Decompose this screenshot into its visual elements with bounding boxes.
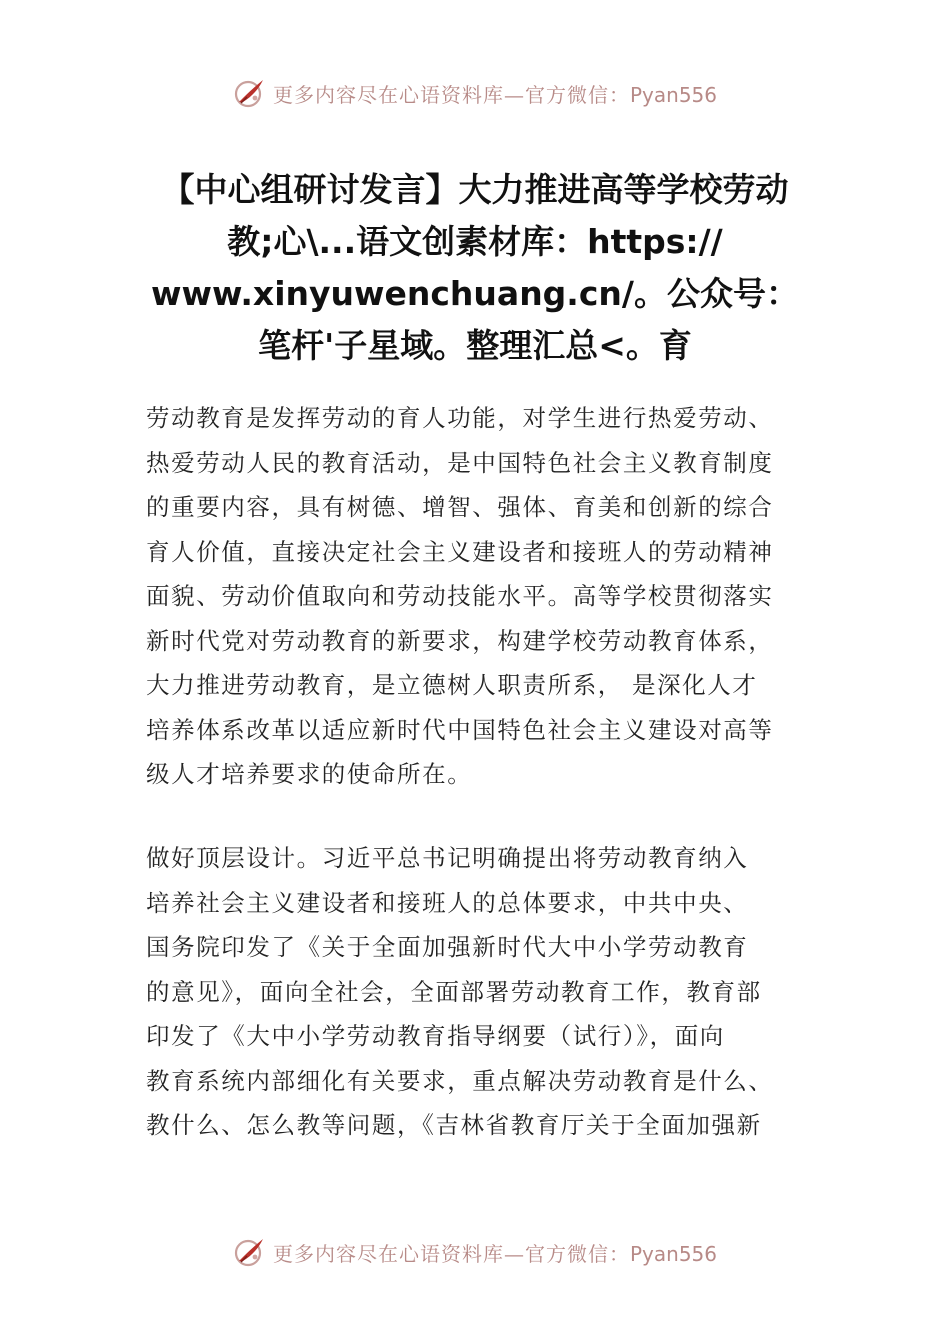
title-line: 笔杆'子星域。整理汇总<。育 [258, 326, 692, 365]
paragraph-line: 新时代党对劳动教育的新要求，构建学校劳动教育体系， [146, 626, 774, 655]
title-line: 教;心\...语文创素材库：https:// [227, 222, 723, 261]
title-line: 【中心组研讨发言】大力推进高等学校劳动 [161, 170, 789, 209]
footer-banner [0, 1232, 950, 1272]
paragraph-line: 的意见》，面向全社会，全面部署劳动教育工作，教育部 [146, 977, 762, 1006]
paragraph-line: 培养体系改革以适应新时代中国特色社会主义建设对高等 [146, 715, 774, 744]
document-title [110, 164, 840, 372]
paragraph-line: 热爱劳动人民的教育活动，是中国特色社会主义教育制度 [146, 448, 774, 477]
paragraph-line: 教育系统内部细化有关要求，重点解决劳动教育是什么、 [146, 1066, 774, 1095]
paragraph-line: 教什么、怎么教等问题，《吉林省教育厅关于全面加强新 [146, 1111, 762, 1139]
paragraph-line: 做好顶层设计。习近平总书记明确提出将劳动教育纳入 [146, 844, 749, 872]
header-banner-label: 更多内容尽在心语资料库—官方微信： [272, 82, 630, 107]
header-wechat-id: Pyan556 [629, 82, 717, 107]
paragraph-line: 育人价值，直接决定社会主义建设者和接班人的劳动精神 [146, 537, 774, 566]
footer-banner-text [273, 1238, 717, 1267]
header-banner-text [273, 79, 717, 108]
paragraph-line: 级人才培养要求的使命所在。 [146, 760, 473, 788]
paragraph-line: 面貌、劳动价值取向和劳动技能水平。高等学校贯彻落实 [146, 582, 774, 610]
paragraph-line: 国务院印发了《关于全面加强新时代大中小学劳动教育 [146, 933, 749, 961]
footer-wechat-id: Pyan556 [629, 1241, 717, 1266]
quill-logo-icon [233, 76, 267, 110]
title-line: www.xinyuwenchuang.cn/。公众号： [151, 274, 799, 313]
paragraph-line: 培养社会主义建设者和接班人的总体要求，中共中央、 [146, 888, 749, 917]
paragraph-line: 大力推进劳动教育，是立德树人职责所系， 是深化人才 [146, 671, 758, 699]
quill-logo-icon [233, 1235, 267, 1269]
header-banner [0, 73, 950, 113]
footer-banner-label: 更多内容尽在心语资料库—官方微信： [272, 1241, 630, 1266]
body-paragraph-2 [146, 836, 836, 1148]
body-paragraph-1 [146, 396, 836, 797]
paragraph-line: 印发了《大中小学劳动教育指导纲要（试行）》，面向 [146, 1022, 725, 1050]
paragraph-line: 的重要内容，具有树德、增智、强体、育美和创新的综合 [146, 493, 774, 521]
paragraph-line: 劳动教育是发挥劳动的育人功能，对学生进行热爱劳动、 [146, 404, 774, 432]
